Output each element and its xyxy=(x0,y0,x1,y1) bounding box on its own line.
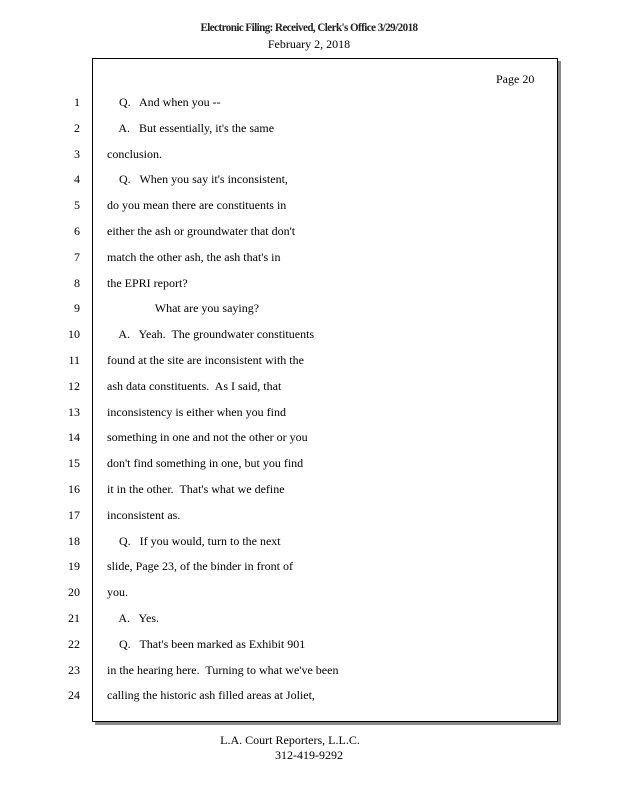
transcript-line-text: either the ash or groundwater that don't xyxy=(107,224,296,238)
transcript-line-text: inconsistency is either when you find xyxy=(107,405,286,419)
line-number: 13 xyxy=(68,405,80,419)
line-number: 23 xyxy=(68,663,80,677)
line-number: 15 xyxy=(68,456,80,470)
line-number: 2 xyxy=(74,121,80,135)
transcript-line-text: something in one and not the other or you xyxy=(107,430,308,444)
line-number: 10 xyxy=(68,327,80,341)
line-number: 7 xyxy=(74,250,80,264)
line-number: 6 xyxy=(74,224,80,238)
line-number: 8 xyxy=(74,276,80,290)
line-number: 24 xyxy=(68,688,80,702)
line-number: 4 xyxy=(74,172,80,186)
line-number: 14 xyxy=(68,430,80,444)
line-number: 16 xyxy=(68,482,80,496)
transcript-line-text: calling the historic ash filled areas at Joliet, xyxy=(107,688,315,702)
transcript-line-text: it in the other. That's what we define xyxy=(107,482,285,496)
line-number: 22 xyxy=(68,637,80,651)
transcript-line-text: inconsistent as. xyxy=(107,508,181,522)
transcript-line-text: in the hearing here. Turning to what we've been xyxy=(107,663,339,677)
transcript-line-text: don't find something in one, but you find xyxy=(107,456,304,470)
transcript-line-text: do you mean there are constituents in xyxy=(107,198,287,212)
line-number: 11 xyxy=(68,353,80,367)
line-number: 1 xyxy=(74,95,80,109)
line-number: 20 xyxy=(68,585,80,599)
page-number: Page 20 xyxy=(496,72,535,86)
transcript-date: February 2, 2018 xyxy=(267,37,351,51)
line-number: 12 xyxy=(68,379,80,393)
transcript-line-text: What are you saying? xyxy=(107,301,260,315)
transcript-line-text: conclusion. xyxy=(107,147,162,161)
transcript-line-text: ash data constituents. As I said, that xyxy=(107,379,282,393)
transcript-line-text: Q. When you say it's inconsistent, xyxy=(107,172,288,186)
line-number: 19 xyxy=(68,559,80,573)
transcript-line-text: A. Yeah. The groundwater constituents xyxy=(107,327,315,341)
line-number: 5 xyxy=(74,198,80,212)
transcript-line-text: match the other ash, the ash that's in xyxy=(107,250,281,264)
transcript-line-text: the EPRI report? xyxy=(107,276,188,290)
court-reporter-phone: 312-419-9292 xyxy=(275,748,343,762)
court-reporter-name: L.A. Court Reporters, L.L.C. xyxy=(220,733,360,747)
line-number: 3 xyxy=(74,147,80,161)
transcript-line-text: A. But essentially, it's the same xyxy=(107,121,275,135)
transcript-line-text: found at the site are inconsistent with the xyxy=(107,353,304,367)
transcript-line-text: Q. And when you -- xyxy=(107,95,221,109)
line-number: 9 xyxy=(74,301,80,315)
line-number: 18 xyxy=(68,534,80,548)
transcript-line-text: Q. If you would, turn to the next xyxy=(107,534,281,548)
transcript-line-text: you. xyxy=(107,585,128,599)
transcript-line-text: slide, Page 23, of the binder in front of xyxy=(107,559,293,573)
line-number: 17 xyxy=(68,508,80,522)
transcript-line-text: A. Yes. xyxy=(107,611,160,625)
filing-stamp: Electronic Filing: Received, Clerk's Office 3/29/2018 xyxy=(200,20,418,34)
line-number: 21 xyxy=(68,611,80,625)
transcript-line-text: Q. That's been marked as Exhibit 901 xyxy=(107,637,306,651)
